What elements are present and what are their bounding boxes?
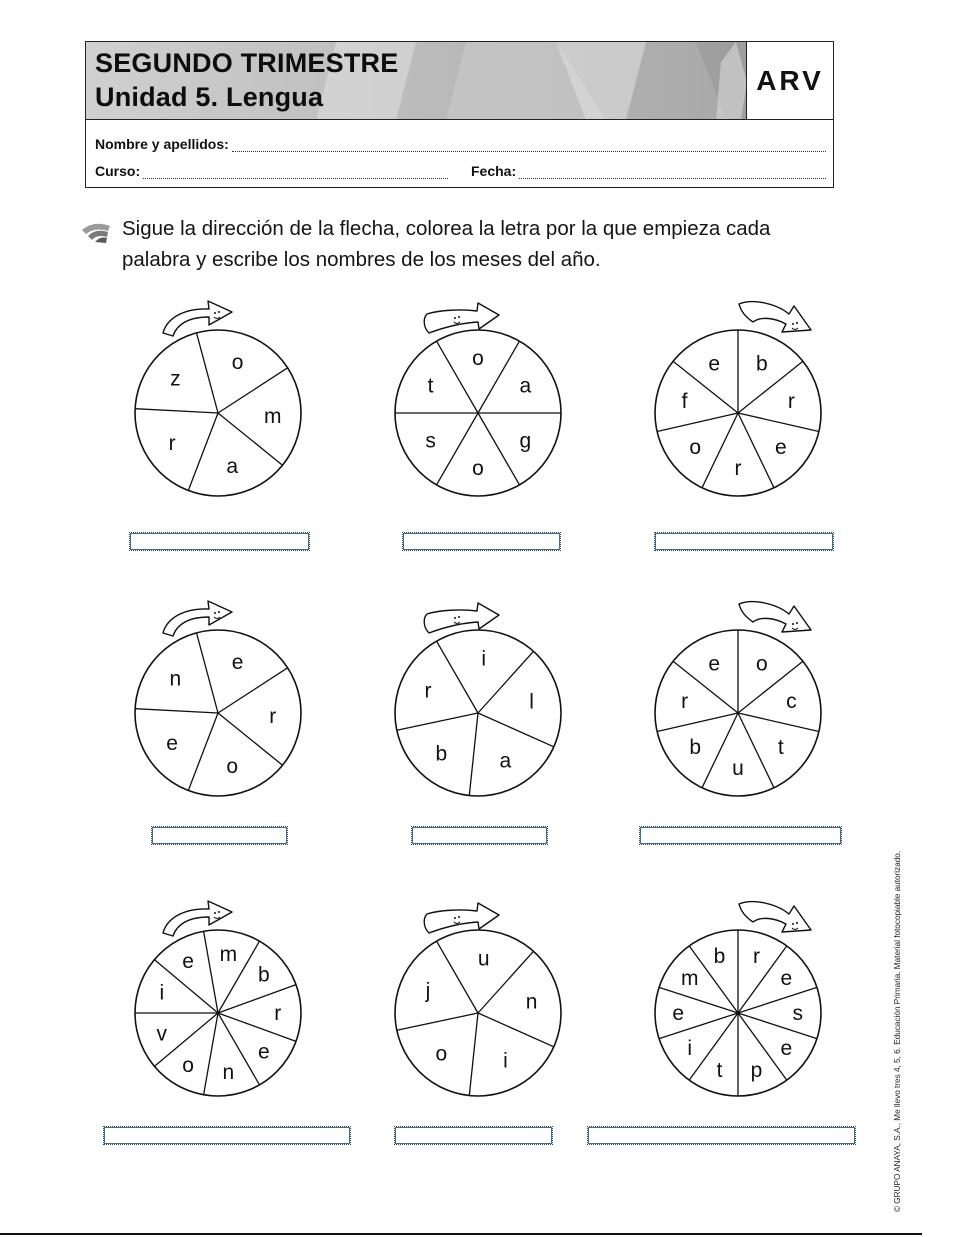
direction-arrow-icon <box>739 602 811 632</box>
wheel-letter[interactable]: o <box>231 350 244 374</box>
wheel-letter[interactable]: i <box>481 647 487 671</box>
wheel-letter[interactable]: b <box>257 963 270 987</box>
wheel-2[interactable] <box>389 296 569 506</box>
wheel-letter[interactable]: e <box>774 436 787 460</box>
wheel-letter[interactable]: r <box>734 456 742 480</box>
direction-arrow-icon <box>424 903 499 933</box>
wheel-letter[interactable]: o <box>755 652 768 676</box>
worksheet-header <box>85 41 834 188</box>
direction-arrow-icon <box>739 902 811 932</box>
course-line[interactable] <box>143 165 448 179</box>
wheel-5[interactable] <box>389 596 569 806</box>
name-label: Nombre y apellidos: <box>95 136 229 152</box>
answer-box-5[interactable] <box>412 827 547 844</box>
wheel-3[interactable] <box>649 296 829 506</box>
wheel-letter[interactable]: l <box>529 690 534 714</box>
wheel-letter[interactable]: m <box>263 404 282 428</box>
wheel-letter[interactable]: o <box>472 347 484 371</box>
wheel-letter[interactable]: g <box>519 429 532 453</box>
wheel-letter[interactable]: z <box>170 367 181 391</box>
date-label: Fecha: <box>471 163 517 179</box>
wheel-letter[interactable]: e <box>672 1002 685 1025</box>
wheel-1[interactable] <box>129 296 309 506</box>
wheel-letter[interactable]: o <box>226 754 239 778</box>
wheel-letter[interactable]: r <box>681 689 689 713</box>
wheel-letter[interactable]: n <box>222 1060 235 1084</box>
name-line[interactable] <box>232 138 826 152</box>
course-label: Curso: <box>95 163 141 179</box>
wheel-letter[interactable]: b <box>435 742 448 766</box>
wheel-letter[interactable]: b <box>713 945 726 969</box>
wheel-letter[interactable]: i <box>503 1049 508 1073</box>
instruction-icon <box>80 218 114 244</box>
wheel-letter[interactable]: b <box>755 352 768 376</box>
wheel-letter[interactable]: e <box>231 650 244 674</box>
wheel-letter[interactable]: r <box>168 431 176 455</box>
instruction-text: Sigue la dirección de la flecha, colorea la letra por la que empieza cada palabra y escribe los nombres de los meses del año. <box>122 217 771 271</box>
copyright-note: © GRUPO ANAYA, S.A., Me llevo tres 4, 5, 6. Educación Primaria. Material fotocopiable autorizado. <box>893 850 902 1212</box>
answer-box-8[interactable] <box>395 1127 552 1144</box>
wheel-letter[interactable]: s <box>792 1002 804 1025</box>
course-field[interactable] <box>95 163 448 179</box>
wheel-letter[interactable]: a <box>519 374 532 398</box>
wheel-letter[interactable]: r <box>269 704 277 728</box>
wheel-letter[interactable]: s <box>425 429 436 453</box>
title-banner <box>86 42 747 120</box>
wheel-letter[interactable]: v <box>156 1022 168 1046</box>
wheel-letter[interactable]: u <box>732 756 744 780</box>
answer-box-3[interactable] <box>655 533 833 550</box>
answer-box-7[interactable] <box>104 1127 350 1144</box>
name-field[interactable] <box>95 136 826 152</box>
wheel-8[interactable] <box>389 896 569 1106</box>
wheel-letter[interactable]: t <box>427 374 434 398</box>
direction-arrow-icon <box>424 303 499 333</box>
wheel-letter[interactable]: m <box>219 943 238 967</box>
wheel-letter[interactable]: b <box>689 736 702 760</box>
wheel-letter[interactable]: f <box>681 389 688 413</box>
wheel-letter[interactable]: r <box>274 1002 282 1025</box>
wheel-letter[interactable]: o <box>435 1042 448 1066</box>
wheel-letter[interactable]: p <box>750 1058 763 1082</box>
bottom-rule <box>0 1233 922 1235</box>
wheel-letter[interactable]: o <box>182 1053 194 1077</box>
wheel-letter[interactable]: a <box>499 749 512 773</box>
title-line1: SEGUNDO TRIMESTRE <box>95 48 399 78</box>
answer-box-6[interactable] <box>640 827 841 844</box>
wheel-letter[interactable]: e <box>780 966 793 990</box>
wheel-letter[interactable]: e <box>780 1037 793 1061</box>
direction-arrow-icon <box>424 603 499 633</box>
wheel-letter[interactable]: m <box>680 966 699 990</box>
answer-box-2[interactable] <box>403 533 560 550</box>
wheel-letter[interactable]: j <box>425 979 431 1003</box>
wheel-letter[interactable]: i <box>687 1037 693 1061</box>
date-field[interactable] <box>471 163 826 179</box>
wheel-7[interactable] <box>129 896 309 1106</box>
wheel-letter[interactable]: e <box>708 652 721 676</box>
wheel-4[interactable] <box>129 596 309 806</box>
wheel-letter[interactable]: t <box>777 736 784 760</box>
date-line[interactable] <box>519 165 826 179</box>
answer-box-4[interactable] <box>152 827 287 844</box>
wheel-letter[interactable]: e <box>182 950 194 974</box>
wheel-letter[interactable]: r <box>787 389 795 413</box>
wheel-letter[interactable]: t <box>716 1058 723 1082</box>
wheel-6[interactable] <box>649 596 829 806</box>
wheel-letter[interactable]: n <box>525 990 538 1014</box>
wheel-letter[interactable]: u <box>477 947 490 971</box>
title-line2: Unidad 5. Lengua <box>95 82 324 112</box>
wheel-letter[interactable]: r <box>424 679 432 703</box>
wheel-letter[interactable]: o <box>472 456 484 480</box>
answer-box-1[interactable] <box>130 533 309 550</box>
wheel-letter[interactable]: i <box>159 981 165 1005</box>
unit-code: ARV <box>747 42 833 120</box>
wheel-letter[interactable]: e <box>166 731 178 755</box>
wheel-letter[interactable]: o <box>689 436 702 460</box>
wheel-letter[interactable]: n <box>169 667 182 691</box>
direction-arrow-icon <box>739 302 811 332</box>
wheel-letter[interactable]: a <box>226 454 239 478</box>
wheel-9[interactable] <box>649 896 829 1106</box>
answer-box-9[interactable] <box>588 1127 855 1144</box>
wheel-letter[interactable]: r <box>753 945 760 969</box>
wheel-letter[interactable]: e <box>708 352 721 376</box>
wheel-letter[interactable]: e <box>257 1040 270 1064</box>
wheel-letter[interactable]: c <box>786 689 797 713</box>
